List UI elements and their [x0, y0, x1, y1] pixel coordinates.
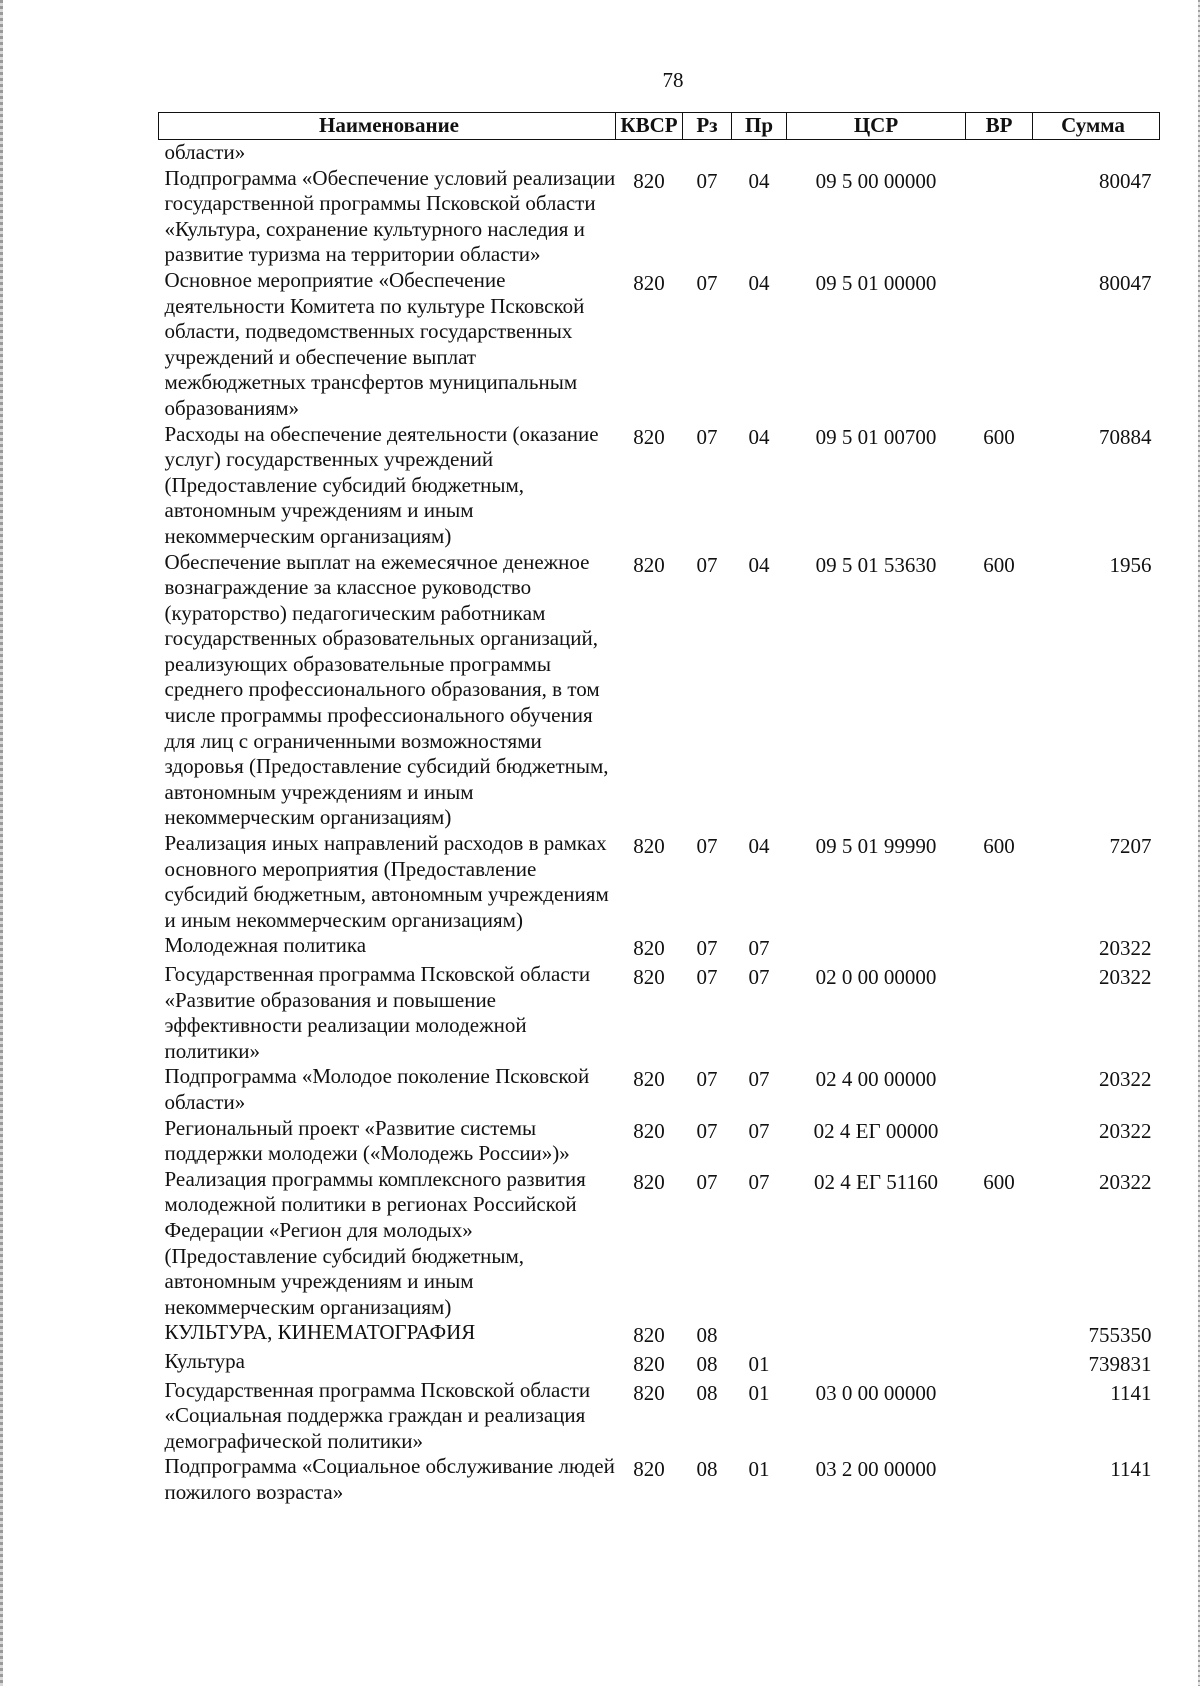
- row-name: Расходы на обеспечение деятельности (оказание услуг) государственных учреждений (Предоставление субсидий бюджетным, автономным учреждениям и иным некоммерческим организациям): [164, 421, 599, 548]
- row-rz: 07: [696, 552, 718, 577]
- row-sum: 20322: [1099, 936, 1152, 961]
- table-row: [159, 962, 1160, 1064]
- row-csr: [787, 933, 966, 962]
- row-vr: [966, 1320, 1033, 1349]
- row-pr: 04: [748, 168, 770, 193]
- row-name: Государственная программа Псковской области «Социальная поддержка граждан и реализация демографической политики»: [164, 1377, 591, 1453]
- row-rz: 08: [696, 1323, 718, 1348]
- row-sum: 20322: [1099, 1067, 1152, 1092]
- page-number: 78: [662, 68, 684, 92]
- row-sum: 20322: [1099, 1118, 1152, 1143]
- row-sum: 755350: [1088, 1323, 1152, 1348]
- table-row: [159, 268, 1160, 422]
- row-pr: 07: [748, 1169, 770, 1194]
- row-pr: 04: [748, 270, 770, 295]
- header-rz: Рз: [683, 113, 732, 140]
- row-rz: 07: [696, 424, 718, 449]
- row-kvsr: 820: [633, 552, 665, 577]
- row-vr: [966, 1064, 1033, 1115]
- table-row: [159, 831, 1160, 933]
- row-name: Региональный проект «Развитие системы поддержки молодежи («Молодежь России»)»: [164, 1115, 570, 1166]
- row-sum: 1956: [1109, 552, 1152, 577]
- row-sum: 20322: [1099, 1169, 1152, 1194]
- row-vr: 600: [983, 552, 1015, 577]
- row-csr: [787, 1349, 966, 1378]
- row-vr: [966, 933, 1033, 962]
- header-vr: ВР: [966, 113, 1033, 140]
- row-csr: 09 5 01 53630: [815, 552, 937, 577]
- row-csr: 09 5 01 00700: [815, 424, 937, 449]
- row-rz: 08: [696, 1351, 718, 1376]
- row-rz: 07: [696, 168, 718, 193]
- row-name: Реализация программы комплексного развития молодежной политики в регионах Российской Федерации «Регион для молодых» (Предоставление субсидий бюджетным, автономным учреждениям и иным некоммерческим организациям): [164, 1166, 586, 1319]
- table-row: [159, 1349, 1160, 1378]
- row-csr: 03 0 00 00000: [815, 1380, 937, 1405]
- table-row: [159, 140, 1160, 166]
- row-pr: 07: [748, 936, 770, 961]
- table-header-row: [159, 113, 1160, 140]
- scan-edge-left: [0, 0, 3, 1686]
- row-sum: 739831: [1088, 1351, 1152, 1376]
- table-row: [159, 1064, 1160, 1115]
- row-rz: 07: [696, 1169, 718, 1194]
- row-name: Реализация иных направлений расходов в рамках основного мероприятия (Предоставление субсидий бюджетным, автономным учреждениям и иным некоммерческим организациям): [164, 831, 609, 932]
- row-rz: [683, 140, 732, 166]
- table-row: [159, 166, 1160, 268]
- table-row: [159, 1167, 1160, 1321]
- row-rz: 07: [696, 270, 718, 295]
- row-kvsr: 820: [633, 1118, 665, 1143]
- row-name: области»: [164, 140, 246, 164]
- row-rz: 07: [696, 965, 718, 989]
- row-csr: 02 0 00 00000: [815, 965, 937, 989]
- row-vr: [966, 1349, 1033, 1378]
- row-kvsr: 820: [633, 1323, 665, 1348]
- table-row: [159, 1320, 1160, 1349]
- row-kvsr: 820: [633, 270, 665, 295]
- row-vr: 600: [983, 1169, 1015, 1194]
- row-sum: 1141: [1110, 1380, 1152, 1405]
- table-row: [159, 550, 1160, 832]
- row-csr: 02 4 00 00000: [815, 1067, 937, 1092]
- row-rz: 07: [696, 1067, 718, 1092]
- row-kvsr: 820: [633, 168, 665, 193]
- row-kvsr: 820: [633, 424, 665, 449]
- row-name: Основное мероприятие «Обеспечение деятельности Комитета по культуре Псковской области, подведомственных государственных учреждений и обеспечение выплат межбюджетных трансфертов муниципальным образованиям»: [164, 267, 585, 420]
- table-row: [159, 1454, 1160, 1505]
- row-vr: [966, 1116, 1033, 1167]
- row-vr: [966, 962, 1033, 1064]
- row-sum: 7207: [1109, 834, 1152, 859]
- row-vr: [966, 1454, 1033, 1505]
- row-csr: 09 5 01 00000: [815, 270, 937, 295]
- table-row: [159, 422, 1160, 550]
- row-kvsr: 820: [633, 1169, 665, 1194]
- row-csr: 09 5 00 00000: [815, 168, 937, 193]
- row-kvsr: 820: [633, 1380, 665, 1405]
- row-csr: 09 5 01 99990: [815, 834, 937, 859]
- row-kvsr: 820: [633, 1351, 665, 1376]
- row-kvsr: 820: [633, 834, 665, 859]
- row-vr: [966, 140, 1033, 166]
- table-row: [159, 933, 1160, 962]
- row-name: Обеспечение выплат на ежемесячное денежное вознаграждение за классное руководство (кураторство) педагогическим работникам государственных образовательных организаций, реализующих образовательные программы среднего профессионального образования, в том числе программы профессионального обучения для лиц с ограниченными возможностями здоровья (Предоставление субсидий бюджетным, автономным учреждениям и иным некоммерческим организациям): [164, 549, 609, 830]
- header-name: Наименование: [159, 113, 616, 140]
- row-name: КУЛЬТУРА, КИНЕМАТОГРАФИЯ: [164, 1320, 476, 1345]
- row-name: Подпрограмма «Молодое поколение Псковской области»: [164, 1064, 590, 1114]
- row-name: Подпрограмма «Социальное обслуживание людей пожилого возраста»: [164, 1454, 615, 1504]
- header-csr: ЦСР: [787, 113, 966, 140]
- header-sum: Сумма: [1033, 113, 1160, 140]
- row-csr: 02 4 ЕГ 00000: [813, 1118, 939, 1143]
- row-rz: 07: [696, 834, 718, 859]
- budget-table: [158, 112, 1160, 1505]
- row-pr: 01: [748, 1457, 770, 1482]
- row-pr: 01: [748, 1380, 770, 1405]
- table-row: [159, 1116, 1160, 1167]
- row-pr: 04: [748, 424, 770, 449]
- row-sum: 1141: [1110, 1457, 1152, 1482]
- row-sum: [1033, 140, 1160, 166]
- row-vr: [966, 1378, 1033, 1455]
- row-name: Молодежная политика: [164, 933, 367, 958]
- row-kvsr: [616, 140, 683, 166]
- row-kvsr: 820: [633, 936, 665, 961]
- row-sum: 70884: [1099, 424, 1152, 449]
- row-name: Государственная программа Псковской области «Развитие образования и повышение эффективности реализации молодежной политики»: [164, 962, 591, 1063]
- row-sum: 20322: [1099, 965, 1152, 989]
- row-pr: [732, 140, 787, 166]
- row-pr: 01: [748, 1351, 770, 1376]
- row-vr: [966, 268, 1033, 422]
- row-sum: 80047: [1099, 168, 1152, 193]
- row-rz: 08: [696, 1457, 718, 1482]
- row-pr: 04: [748, 834, 770, 859]
- row-kvsr: 820: [633, 1067, 665, 1092]
- header-kvsr: КВСР: [616, 113, 683, 140]
- row-sum: 80047: [1099, 270, 1152, 295]
- row-pr: 07: [748, 1118, 770, 1143]
- table-row: [159, 1378, 1160, 1455]
- row-kvsr: 820: [633, 1457, 665, 1482]
- row-vr: [966, 166, 1033, 268]
- row-csr: [787, 140, 966, 166]
- row-csr: [787, 1320, 966, 1349]
- row-name: Культура: [164, 1348, 245, 1373]
- row-pr: 07: [748, 1067, 770, 1092]
- row-vr: 600: [983, 424, 1015, 449]
- row-name: Подпрограмма «Обеспечение условий реализации государственной программы Псковской области «Культура, сохранение культурного наследия и развитие туризма на территории области»: [164, 165, 616, 267]
- row-csr: 02 4 ЕГ 51160: [814, 1169, 938, 1194]
- row-rz: 07: [696, 936, 718, 961]
- row-kvsr: 820: [633, 965, 665, 989]
- row-vr: 600: [983, 834, 1015, 859]
- row-pr: 04: [748, 552, 770, 577]
- row-csr: 03 2 00 00000: [815, 1457, 937, 1482]
- row-rz: 08: [696, 1380, 718, 1405]
- header-pr: Пр: [732, 113, 787, 140]
- row-pr: [732, 1320, 787, 1349]
- row-rz: 07: [696, 1118, 718, 1143]
- row-pr: 07: [748, 965, 770, 989]
